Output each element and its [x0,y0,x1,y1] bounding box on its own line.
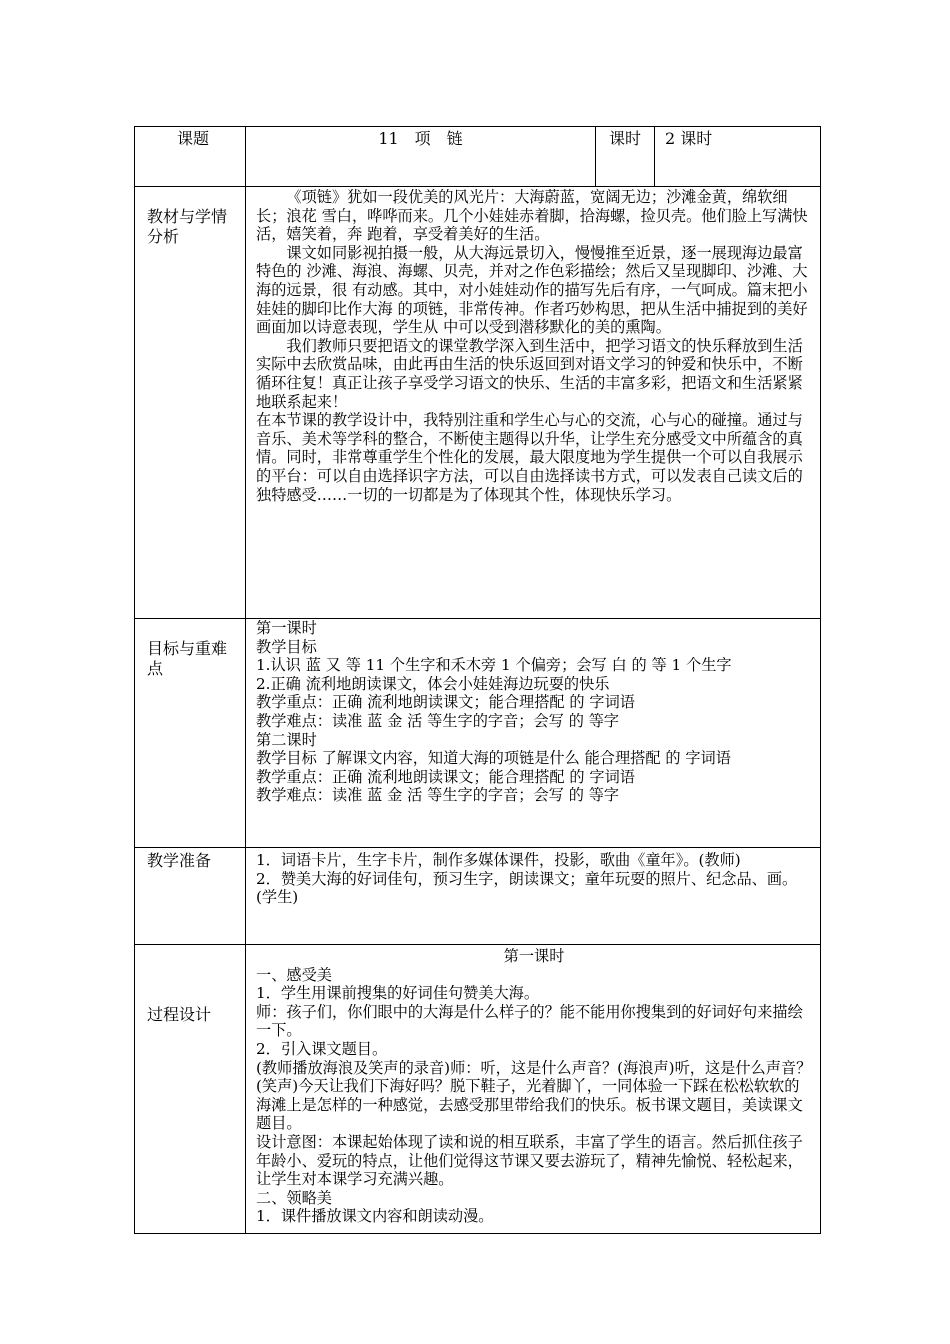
analysis-paragraph: 我们教师只要把语文的课堂教学深入到生活中，把学习语文的快乐释放到生活实际中去欣赏品味，由此再由生活的快乐返回到对语文学习的钟爱和快乐中，不断循环往复！真正让孩子享受学习语文的快乐、生活的丰富多彩，把语文和生活紧紧地联系起来！ [256,336,803,411]
header-row [135,127,821,187]
goals-line: 第二课时 [256,730,317,749]
analysis-paragraph: 在本节课的教学设计中，我特别注重和学生心与心的交流，心与心的碰撞。通过与音乐、美术等学科的整合，不断使主题得以升华，让学生充分感受文中所蕴含的真情。同时，非常尊重学生个性化的发展，最大限度地为学生提供一个可以自我展示的平台：可以自由选择识字方法，可以自由选择读书方式，可以发表自己读文后的独特感受……一切的一切都是为了体现其个性，体现快乐学习。 [256,411,803,504]
prep-row [135,848,821,945]
process-line: 二、领略美 [256,1188,332,1207]
analysis-paragraph: 《项链》犹如一段优美的风光片：大海蔚蓝，宽阔无边；沙滩金黄，绵软细长；浪花 雪白，哗哗而来。几个小娃娃赤着脚，拾海螺，捡贝壳。他们脸上写满快活，嬉笑着，奔 跑着，享受着美好的生活。 [256,188,808,244]
goals-line: 教学目标 了解课文内容，知道大海的项链是什么 能合理搭配 的 字词语 [256,749,731,768]
goals-line: 教学难点：读准 蓝 金 活 等生字的字音；会写 的 等字 [256,786,620,805]
process-line: 2．引入课文题目。 [256,1039,388,1058]
analysis-label: 教材与学情分析 [135,187,246,619]
process-line: (教师播放海浪及笑声的录音)师：听，这是什么声音？(海浪声)听，这是什么声音？(笑声)今天让我们下海好吗？脱下鞋子，光着脚丫，一同体验一下踩在松松软软的海滩上是怎样的一种感觉，去感受那里带给我们的快乐。板书课文题目，美读课文题目。 [256,1058,812,1133]
goals-line: 2.正确 流利地朗读课文，体会小娃娃海边玩耍的快乐 [256,674,610,693]
goals-line: 教学重点：正确 流利地朗读课文；能合理搭配 的 字词语 [256,767,635,786]
process-label: 过程设计 [135,945,246,1234]
goals-line: 第一课时 [256,619,317,637]
goals-line: 教学目标 [256,637,317,656]
analysis-content [246,187,821,619]
process-content [246,945,821,1234]
goals-line: 教学难点：读准 蓝 金 活 等生字的字音；会写 的 等字 [256,711,620,730]
process-line: 1．学生用课前搜集的好词佳句赞美大海。 [256,984,540,1003]
prep-content [246,848,821,945]
goals-label: 目标与重难点 [135,619,246,848]
prep-line: 2．赞美大海的好词佳句，预习生字，朗读课文；童年玩耍的照片、纪念品、画。(学生) [256,869,798,907]
lesson-plan-table [134,126,821,1234]
prep-label: 教学准备 [135,848,246,945]
process-line: 设计意图：本课起始体现了读和说的相互联系，丰富了学生的语言。然后抓住孩子年龄小、爱玩的特点，让他们觉得这节课又要去游玩了，精神先愉悦、轻松起来，让学生对本课学习充满兴趣。 [256,1132,803,1189]
prep-line: 1．词语卡片，生字卡片，制作多媒体课件，投影，歌曲《童年》。(教师) [256,851,741,869]
goals-line: 教学重点：正确 流利地朗读课文；能合理搭配 的 字词语 [256,693,635,712]
goals-line: 1.认识 蓝 又 等 11 个生字和禾木旁 1 个偏旁；会写 白 的 等 1 个生字 [256,656,732,675]
process-heading: 第一课时 [503,947,565,965]
process-line: 师：孩子们，你们眼中的大海是什么样子的？能不能用你搜集到的好词好句来描绘一下。 [256,1002,803,1040]
topic-label: 课题 [135,127,246,187]
process-line: 一、感受美 [256,965,332,984]
goals-row [135,619,821,848]
analysis-paragraph: 课文如同影视拍摄一般，从大海远景切入，慢慢推至近景，逐一展现海边最富特色的 沙滩、海浪、海螺、贝壳，并对之作色彩描绘；然后又呈现脚印、沙滩、大海的远景，很 有动感。其中，对小娃娃动作的描写先后有序，一气呵成。篇末把小娃娃的脚印比作大海 的项链，非常传神。作者巧妙构思，把从生活中捕捉到的美好画面加以诗意表现，学生从 中可以受到潜移默化的美的熏陶。 [256,243,808,337]
goals-content [246,619,821,848]
process-line: 1．课件播放课文内容和朗读动漫。 [256,1207,494,1226]
analysis-row [135,187,821,619]
period-value: 2 课时 [655,127,821,187]
process-row [135,945,821,1234]
period-label: 课时 [596,127,655,187]
lesson-title: 11 项 链 [246,127,596,187]
